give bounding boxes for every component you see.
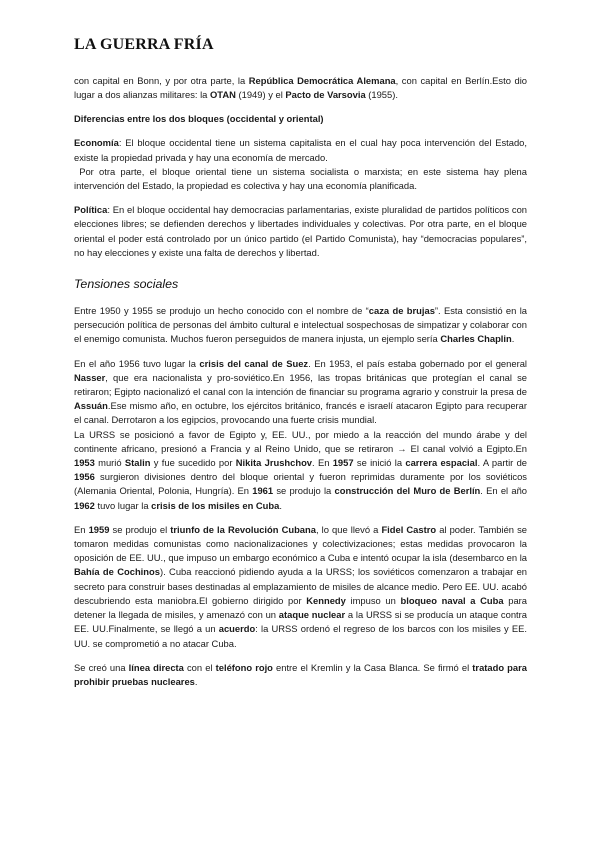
text-run: con el <box>183 661 216 673</box>
term-otan: OTAN <box>210 89 236 101</box>
term-linea-directa: línea directa <box>128 661 184 673</box>
text-run: ”. Esta consistió en la persecución política de personas del ámbito cultural e intelectual sospechosas de simpatizar y colaborar con el enemigo comunista. Muchos fueron perseguidos de manera injusta, un ejemplo sería <box>74 305 527 345</box>
text-run: La URSS se posicionó a favor de Egipto y, EE. UU., por miedo a la reacción del mundo árabe y del continente africano, presionó a Francia y al Reino Unido, que se retiraron → El canal volvió a Egipto.En <box>74 428 527 454</box>
text-run: al poder. También se tomaron medidas comunistas como nacionalizaciones y colectivizaciones; estas medidas provocaron la oposición de EE. UU., que impuso un embargo económico a Cuba e intentó ocupar la isla (desembarco en la <box>74 523 527 564</box>
term-year: 1957 <box>332 457 354 469</box>
term-tratado: tratado para prohibir pruebas nucleares <box>74 661 527 687</box>
term-acuerdo: acuerdo <box>218 623 256 635</box>
term-nasser: Nasser <box>74 371 106 383</box>
text-run: . En <box>312 457 333 469</box>
term-telefono-rojo: teléfono rojo <box>215 661 273 673</box>
economia-paragraph <box>74 136 527 193</box>
text-run: , que era nacionalista y pro-soviético.En 1956, las tropas británicas que protegían el canal se retiraron; Egipto nacionalizó el canal con la intención de financiar su programa agrario y construir la presa de <box>74 371 527 398</box>
text-run: ). Cuba reaccionó pidiendo ayuda a la URSS; los soviéticos comenzaron a trabajar en secreto para construir bases destinadas al emplazamiento de misiles de alcance medio. Pero EE. UU. acabó descubriendo esta maniobra.El gobierno dirigido por <box>74 566 528 606</box>
term-year: 1959 <box>88 523 110 535</box>
text-run: impuso un <box>345 594 401 606</box>
term-year: 1953 <box>74 457 95 469</box>
term-fidel-castro: Fidel Castro <box>381 523 437 535</box>
term-pacto-varsovia: Pacto de Varsovia <box>285 89 366 101</box>
text-run: Entre 1950 y 1955 se produjo un hecho conocido con el nombre de “ <box>74 305 369 317</box>
text-run: : El bloque occidental tiene un sistema capitalista en el cual hay poca intervención del Estado, existe la propiedad privada y hay una economía de mercado. <box>74 137 527 163</box>
text-run: .Ese mismo año, en octubre, los ejércitos británico, francés e israelí atacaron Egipto para recuperar el canal. Derrotaron a los egipcios, provocando una fuerte crisis mundial. <box>74 400 527 426</box>
term-assuan: Assuán <box>74 400 108 412</box>
text-run: . <box>194 675 198 687</box>
term-kennedy: Kennedy <box>306 594 346 606</box>
text-run: se produjo la <box>273 485 335 497</box>
term-bloqueo-naval: bloqueo naval a Cuba <box>400 594 504 606</box>
text-run: y fue sucedido por <box>150 457 236 469</box>
text-run: En <box>74 523 89 535</box>
term-crisis-misiles: crisis de los misiles en Cuba <box>151 499 280 511</box>
term-suez: crisis del canal de Suez <box>199 357 309 369</box>
caza-brujas-paragraph <box>74 304 527 347</box>
term-jrushchov: Nikita Jrushchov <box>235 457 313 469</box>
text-run: , lo que llevó a <box>315 523 382 535</box>
term-stalin: Stalin <box>124 457 151 469</box>
term-muro-berlin: construcción del Muro de Berlín <box>334 485 481 497</box>
text-run: entre el Kremlin y la Casa Blanca. Se firmó el <box>272 661 473 673</box>
term-carrera-espacial: carrera espacial <box>405 457 478 469</box>
text-run: para detener la llegada de misiles, y amenazó con un <box>74 594 528 621</box>
term-caza-brujas: caza de brujas <box>368 305 435 317</box>
text-run: Se creó una <box>74 661 129 673</box>
suez-paragraph <box>74 357 527 428</box>
text-run: . En 1953, el país estaba gobernado por el general <box>308 357 527 369</box>
text-run: Por otra parte, el bloque oriental tiene un sistema socialista o marxista; en este sistema hay plena intervención del Estado, la propiedad es colectiva y hay una economía planificada. <box>74 165 527 192</box>
term-rda: República Democrática Alemana <box>248 75 396 86</box>
document-title: LA GUERRA FRÍA <box>74 36 214 53</box>
term-bahia-cochinos: Bahía de Cochinos <box>74 566 160 578</box>
text-run: (1955). <box>365 89 398 101</box>
text-run: En el año 1956 tuvo lugar la <box>74 357 200 369</box>
urss-paragraph <box>74 428 527 513</box>
term-year: 1961 <box>252 485 274 497</box>
term-year: 1962 <box>74 499 95 511</box>
text-run: se inició la <box>353 457 406 469</box>
term-revolucion-cubana: triunfo de la Revolución Cubana <box>170 523 316 535</box>
politica-paragraph <box>74 203 527 260</box>
text-run: (1949) y el <box>235 89 286 101</box>
term-chaplin: Charles Chaplin <box>440 333 512 345</box>
text-run: con capital en Bonn, y por otra parte, la <box>74 75 249 86</box>
telefono-rojo-paragraph <box>74 661 527 689</box>
text-run: tuvo lugar la <box>94 499 152 511</box>
text-run: se produjo el <box>109 523 171 535</box>
intro-paragraph <box>74 74 527 102</box>
text-run: murió <box>94 457 125 469</box>
document-body <box>74 74 527 689</box>
term-year: 1956 <box>74 471 95 483</box>
politica-label: Política <box>74 204 108 216</box>
text-run: : la URSS ordenó el regreso de los barcos con los misiles y EE. UU. se comprometió a no atacar Cuba. <box>74 623 527 649</box>
economia-label: Economía <box>74 137 119 149</box>
text-run: . <box>511 333 515 345</box>
text-run: . <box>279 499 282 511</box>
term-ataque-nuclear: ataque nuclear <box>278 609 346 621</box>
tensions-heading: Tensiones sociales <box>74 277 179 292</box>
text-run: . En el año <box>480 485 527 497</box>
text-run: : En el bloque occidental hay democracias parlamentarias, existe pluralidad de partidos políticos con elecciones libres; se defienden derechos y libertades individuales y colectivas. Por otra parte, en el bloque oriental el poder está controlado por un único partido (el Partido Comunista), hay “democracias populares”, no hay elecciones y existe una falta de derechos y libertad. <box>74 204 527 258</box>
text-run: , con capital en Berlín.Esto dio lugar a dos alianzas militares: la <box>74 75 527 101</box>
cuba-paragraph <box>74 523 527 651</box>
text-run: . A partir de <box>477 457 528 469</box>
text-run: a la URSS si se producía un ataque contra EE. UU.Finalmente, se llegó a un <box>74 609 527 635</box>
differences-heading: Diferencias entre los dos bloques (occidental y oriental) <box>74 113 324 125</box>
text-run: surgieron divisiones dentro del bloque oriental y fueron reprimidas duramente por los soviéticos (Alemania Oriental, Polonia, Hungría). En <box>74 471 527 497</box>
